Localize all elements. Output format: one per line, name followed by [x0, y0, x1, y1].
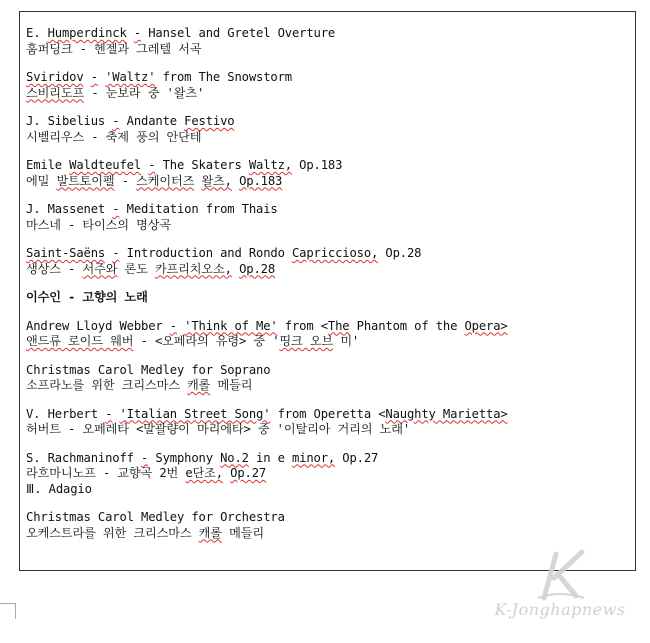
- text-segment: J. Sibelius: [26, 114, 113, 128]
- spellcheck-flagged-text: -: [148, 158, 156, 172]
- text-segment: Symphony: [148, 450, 221, 465]
- entry-subtitle-line: [26, 334, 635, 350]
- text-segment: Christmas Carol Medley for Orchestra: [26, 510, 285, 524]
- text-segment: from Operetta <: [270, 406, 386, 421]
- page-corner-marker: [0, 603, 16, 619]
- program-entry: [26, 202, 635, 233]
- spellcheck-flagged-text: 캐롤: [187, 378, 211, 392]
- text-segment: -: [114, 173, 137, 188]
- entry-subtitle-line: [26, 466, 635, 482]
- spellcheck-flagged-text: -: [105, 406, 113, 421]
- spellcheck-flagged-text: Opera>: [464, 318, 508, 333]
- text-segment: 시벨리우스 - 축제 풍의 안단테: [26, 129, 202, 144]
- text-segment: [98, 70, 105, 84]
- text-segment: from The Snowstorm: [155, 70, 292, 84]
- text-segment: 미': [333, 334, 360, 348]
- text-segment: [127, 26, 134, 40]
- text-segment: 라흐마니노프 - 교향곡 2번: [26, 466, 186, 480]
- spellcheck-flagged-text: No.2: [220, 450, 249, 465]
- entry-subtitle-line: [26, 174, 635, 190]
- program-entry: [26, 319, 635, 350]
- entry-title-line: [26, 70, 635, 86]
- program-entry: [26, 510, 635, 541]
- text-segment: Christmas Carol Medley for Soprano: [26, 362, 271, 377]
- text-segment: Op.183: [291, 158, 343, 172]
- program-entry: [26, 290, 635, 306]
- spellcheck-flagged-text: 스케이터즈: [136, 173, 195, 188]
- entry-subtitle-line: [26, 526, 635, 542]
- spellcheck-flagged-text: Humperdinck: [47, 26, 127, 40]
- program-entry: [26, 363, 635, 394]
- entry-subtitle-line: [26, 482, 635, 498]
- spellcheck-flagged-text: -: [112, 202, 120, 216]
- spellcheck-flagged-text: Capriccioso,: [291, 246, 379, 260]
- program-entry: [26, 26, 635, 57]
- text-segment: 소프라노를 위한 크리스마스: [26, 378, 188, 392]
- text-segment: - <오페라의 유령> 중 ': [133, 334, 280, 348]
- entry-subtitle-line: [26, 42, 635, 58]
- entry-title-line: [26, 510, 635, 526]
- watermark: [480, 548, 640, 628]
- text-segment: from <: [277, 318, 328, 333]
- text-segment: [84, 70, 91, 84]
- program-entry: [26, 246, 635, 277]
- entry-subtitle-line: [26, 378, 635, 394]
- spellcheck-flagged-text: 카프리치오소,: [154, 261, 232, 276]
- spellcheck-flagged-text: 서주와: [82, 261, 118, 276]
- text-segment: Meditation from Thais: [119, 202, 278, 216]
- entry-title-line: [26, 363, 635, 379]
- spellcheck-flagged-text: Op.27: [230, 466, 267, 480]
- text-segment: [232, 174, 239, 188]
- spellcheck-flagged-text: 'Think of Me': [184, 318, 278, 333]
- text-segment: Introduction and Rondo: [119, 246, 292, 260]
- text-segment: The Skaters: [155, 158, 249, 172]
- text-segment: E.: [26, 26, 48, 40]
- spellcheck-flagged-text: Op.183: [239, 173, 283, 188]
- spellcheck-flagged-text: Naughty Marietta>: [385, 406, 508, 421]
- spellcheck-flagged-text: 띵크 오브: [279, 334, 334, 348]
- text-segment: J. Massenet: [26, 202, 113, 216]
- program-list: [19, 11, 636, 571]
- text-segment: 메들리: [221, 525, 264, 540]
- entry-title-line: [26, 451, 635, 467]
- entry-subtitle-line: [26, 130, 635, 146]
- spellcheck-flagged-text: 'Waltz': [105, 70, 156, 84]
- entry-title-line: [26, 202, 635, 218]
- program-entry: [26, 451, 635, 498]
- spellcheck-flagged-text: 발트토이펠: [56, 173, 115, 188]
- entry-subtitle-line: [26, 422, 635, 438]
- text-segment: 메들리: [210, 378, 253, 392]
- text-segment: 이수인 - 고향의 노래: [26, 290, 148, 304]
- program-entry: [26, 114, 635, 145]
- entry-title-line: [26, 114, 635, 130]
- text-segment: [232, 262, 239, 276]
- text-segment: V. Herbert: [26, 406, 106, 421]
- entry-title-line: [26, 407, 635, 423]
- text-segment: S. Rachmaninoff: [26, 450, 141, 465]
- spellcheck-flagged-text: Op.28: [239, 261, 275, 276]
- text-segment: in e: [248, 450, 292, 465]
- text-segment: 오케스트라를 위한 크리스마스: [26, 525, 199, 540]
- text-segment: Hansel and Gretel Overture: [141, 26, 336, 40]
- spellcheck-flagged-text: Waldteufel: [69, 158, 141, 172]
- spellcheck-flagged-text: The: [327, 318, 350, 333]
- text-segment: Op.27: [335, 450, 379, 465]
- text-segment: 훔퍼딩크 - 헨젤과 그레텔 서곡: [26, 41, 202, 56]
- text-segment: Emile: [26, 158, 70, 172]
- spellcheck-flagged-text: Festivo: [184, 114, 235, 128]
- text-segment: Andante: [119, 114, 185, 128]
- spellcheck-flagged-text: -: [112, 246, 120, 260]
- entry-subtitle-line: [26, 218, 635, 234]
- text-segment: 에밀: [26, 173, 57, 188]
- spellcheck-flagged-text: Waltz,: [248, 158, 292, 172]
- spellcheck-flagged-text: -: [169, 318, 177, 333]
- text-segment: 론도: [117, 261, 155, 276]
- watermark-text: K-Jonghapnews: [494, 600, 626, 619]
- text-segment: Andrew Lloyd Webber: [26, 318, 170, 333]
- spellcheck-flagged-text: e단조,: [185, 466, 223, 480]
- spellcheck-flagged-text: 캐롤: [198, 525, 222, 540]
- program-entry: [26, 70, 635, 101]
- program-entry: [26, 158, 635, 189]
- entry-title-line: [26, 26, 635, 42]
- text-segment: 마스네 - 타이스의 명상곡: [26, 217, 171, 232]
- spellcheck-flagged-text: -: [141, 450, 149, 465]
- entry-title-line: [26, 319, 635, 335]
- spellcheck-flagged-text: 왈츠,: [201, 173, 232, 188]
- text-segment: Ⅲ. Adagio: [26, 481, 92, 496]
- spellcheck-flagged-text: 스비리도프: [26, 85, 85, 100]
- text-segment: - 눈보라 중 '왈츠': [84, 85, 205, 100]
- spellcheck-flagged-text: 앤드류 로이드 웨버: [26, 334, 134, 348]
- entry-subtitle-line: [26, 86, 635, 102]
- program-entry: [26, 407, 635, 438]
- spellcheck-flagged-text: Saint-Saëns: [26, 246, 106, 260]
- entry-title-line: [26, 246, 635, 262]
- spellcheck-flagged-text: -: [90, 70, 98, 84]
- k-logo-icon: [530, 548, 590, 603]
- entry-subtitle-line: [26, 262, 635, 278]
- entry-title-line: [26, 158, 635, 174]
- spellcheck-flagged-text: Sviridov: [26, 70, 84, 84]
- spellcheck-flagged-text: -: [133, 26, 141, 40]
- text-segment: 허버트 - 오페레타 <말괄량이 마리에타> 중 '이탈리아 거리의 노래': [26, 422, 411, 436]
- text-segment: 생상스 -: [26, 261, 83, 276]
- entry-title-line: [26, 290, 635, 306]
- spellcheck-flagged-text: -: [112, 114, 120, 128]
- text-segment: Phantom of the: [349, 318, 465, 333]
- text-segment: Op.28: [378, 246, 422, 260]
- spellcheck-flagged-text: 'Italian Street Song': [119, 406, 271, 421]
- spellcheck-flagged-text: minor,: [291, 450, 336, 465]
